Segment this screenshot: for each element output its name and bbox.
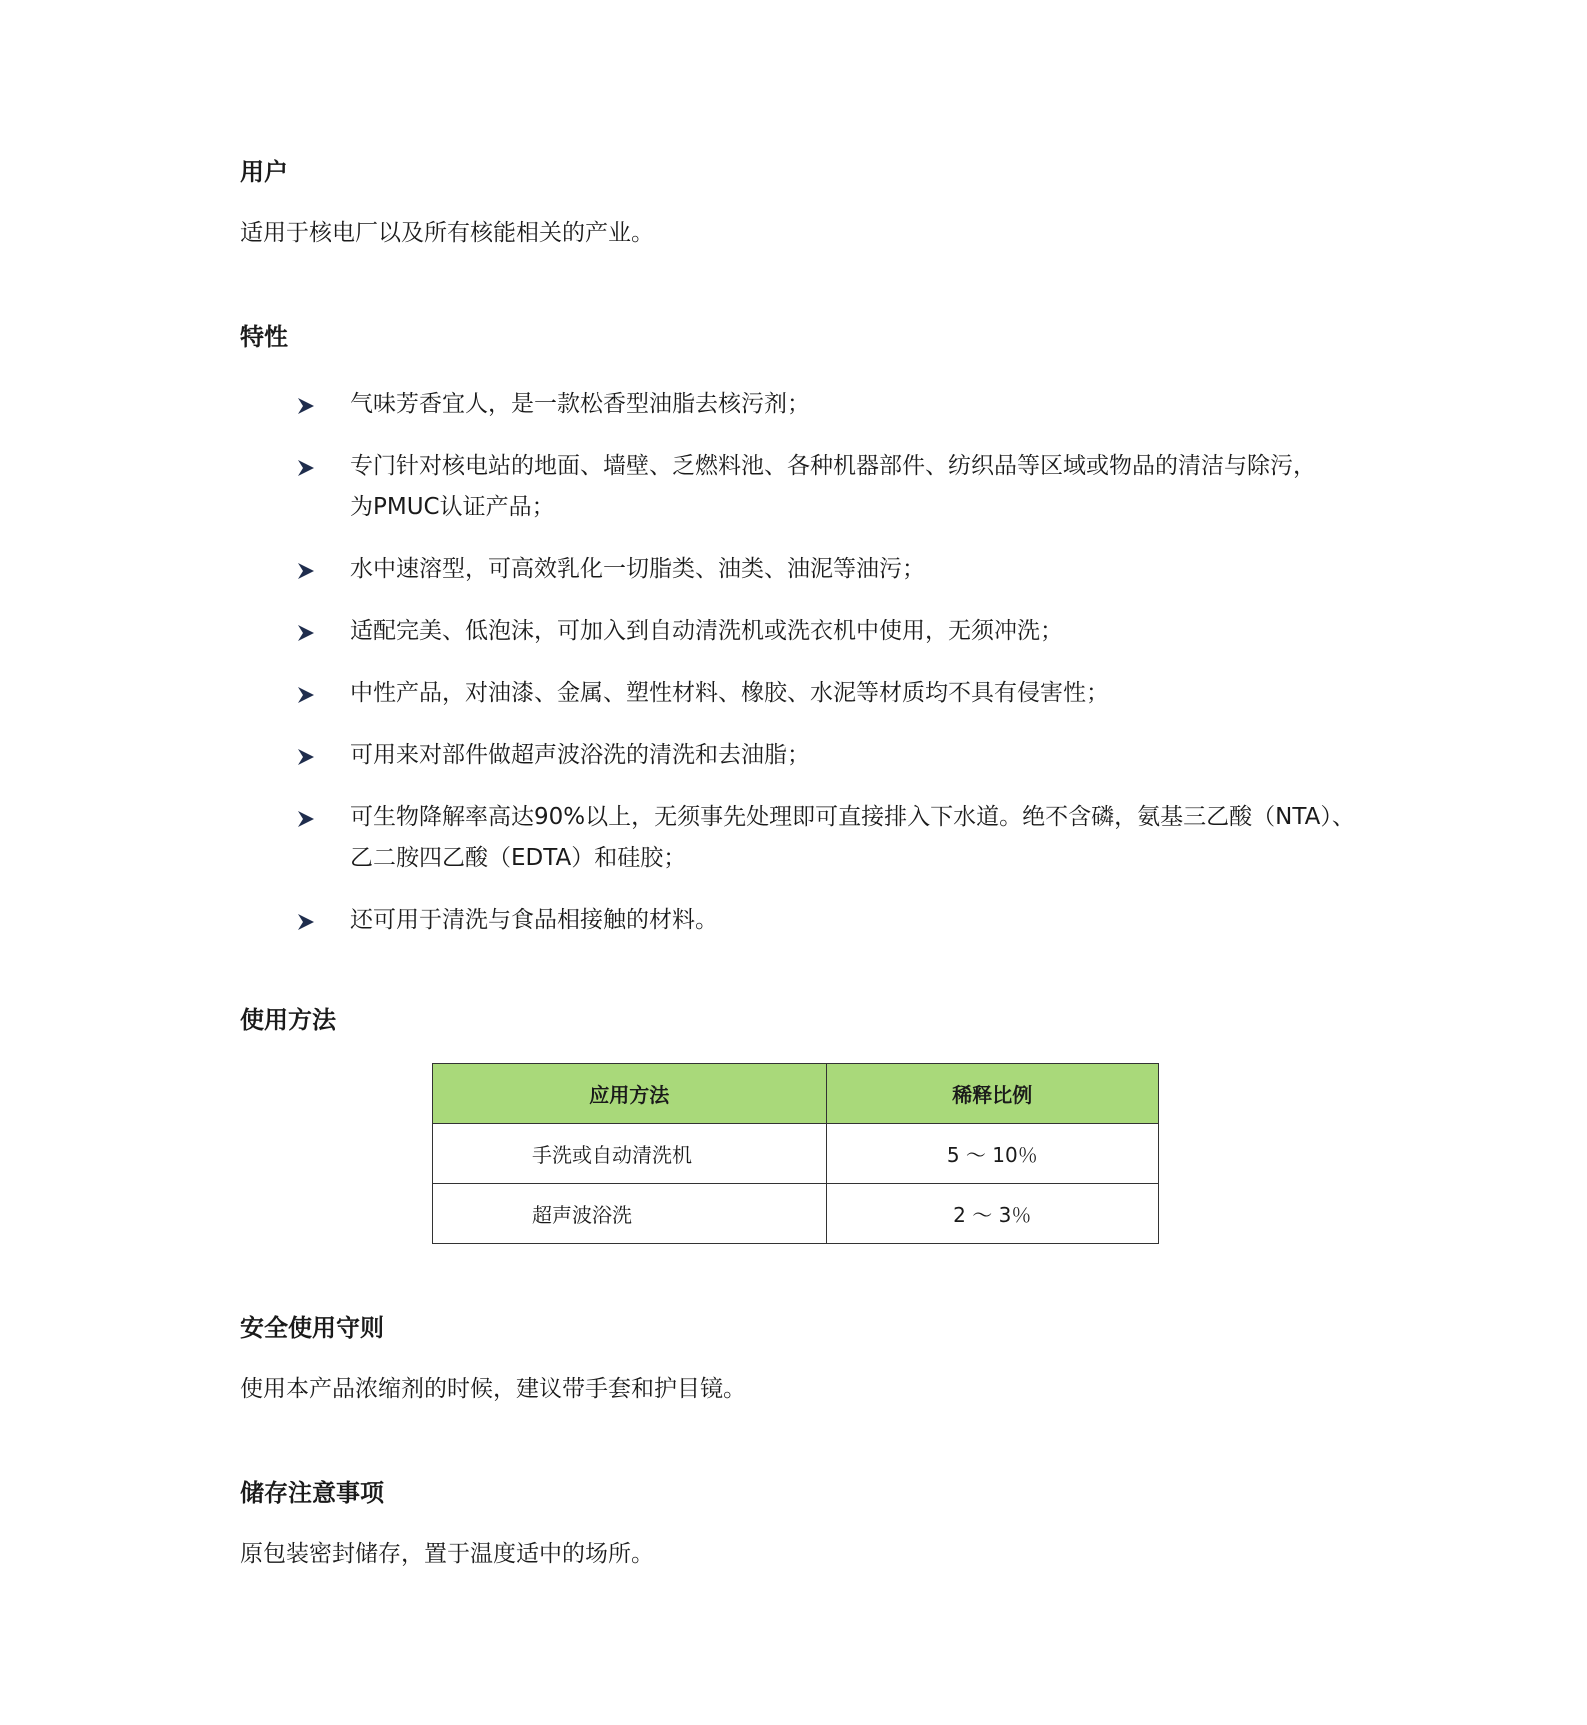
arrow-bullet-icon bbox=[296, 458, 316, 478]
arrow-bullet-icon bbox=[296, 747, 316, 767]
safety-heading: 安全使用守则 bbox=[240, 1314, 384, 1342]
feature-item bbox=[296, 611, 1376, 652]
feature-item-line: 专门针对核电站的地面、墙壁、乏燃料池、各种机器部件、纺织品等区域或物品的清洁与除污， bbox=[350, 453, 1316, 479]
table-header-ratio: 稀释比例 bbox=[826, 1064, 1158, 1124]
features-heading: 特性 bbox=[240, 323, 288, 351]
feature-item bbox=[296, 797, 1376, 879]
feature-item bbox=[296, 446, 1376, 528]
feature-item bbox=[296, 673, 1376, 714]
table-header-row bbox=[433, 1064, 1159, 1124]
table-cell-method: 超声波浴洗 bbox=[433, 1184, 827, 1244]
safety-text: 使用本产品浓缩剂的时候，建议带手套和护目镜。 bbox=[240, 1376, 746, 1402]
features-list bbox=[296, 384, 1376, 962]
feature-item-line: 中性产品，对油漆、金属、塑性材料、橡胶、水泥等材质均不具有侵害性； bbox=[350, 680, 1109, 706]
arrow-bullet-icon bbox=[296, 623, 316, 643]
storage-text: 原包装密封储存，置于温度适中的场所。 bbox=[240, 1541, 654, 1567]
feature-item bbox=[296, 549, 1376, 590]
feature-item-line: 乙二胺四乙酸（EDTA）和硅胶； bbox=[350, 845, 687, 871]
users-heading: 用户 bbox=[240, 158, 288, 186]
feature-item bbox=[296, 384, 1376, 425]
feature-item-line: 水中速溶型，可高效乳化一切脂类、油类、油泥等油污； bbox=[350, 556, 925, 582]
feature-item-line: 还可用于清洗与食品相接触的材料。 bbox=[350, 907, 718, 933]
feature-item-line: 可用来对部件做超声波浴洗的清洗和去油脂； bbox=[350, 742, 810, 768]
feature-item-line: 可生物降解率高达90%以上，无须事先处理即可直接排入下水道。绝不含磷，氨基三乙酸（NTA）、 bbox=[350, 804, 1355, 830]
usage-heading: 使用方法 bbox=[240, 1006, 336, 1034]
users-text: 适用于核电厂以及所有核能相关的产业。 bbox=[240, 220, 654, 246]
feature-item bbox=[296, 735, 1376, 776]
table-header-method: 应用方法 bbox=[433, 1064, 827, 1124]
table-cell-ratio: 5 ～ 10％ bbox=[826, 1124, 1158, 1184]
arrow-bullet-icon bbox=[296, 809, 316, 829]
feature-item-line: 为PMUC认证产品； bbox=[350, 494, 555, 520]
usage-table bbox=[432, 1063, 1159, 1244]
arrow-bullet-icon bbox=[296, 912, 316, 932]
arrow-bullet-icon bbox=[296, 685, 316, 705]
arrow-bullet-icon bbox=[296, 396, 316, 416]
storage-heading: 储存注意事项 bbox=[240, 1479, 384, 1507]
table-cell-method: 手洗或自动清洗机 bbox=[433, 1124, 827, 1184]
arrow-bullet-icon bbox=[296, 561, 316, 581]
table-row bbox=[433, 1184, 1159, 1244]
feature-item-line: 适配完美、低泡沫，可加入到自动清洗机或洗衣机中使用，无须冲洗； bbox=[350, 618, 1063, 644]
table-cell-ratio: 2 ～ 3％ bbox=[826, 1184, 1158, 1244]
feature-item-line: 气味芳香宜人，是一款松香型油脂去核污剂； bbox=[350, 391, 810, 417]
table-row bbox=[433, 1124, 1159, 1184]
feature-item bbox=[296, 900, 1376, 941]
